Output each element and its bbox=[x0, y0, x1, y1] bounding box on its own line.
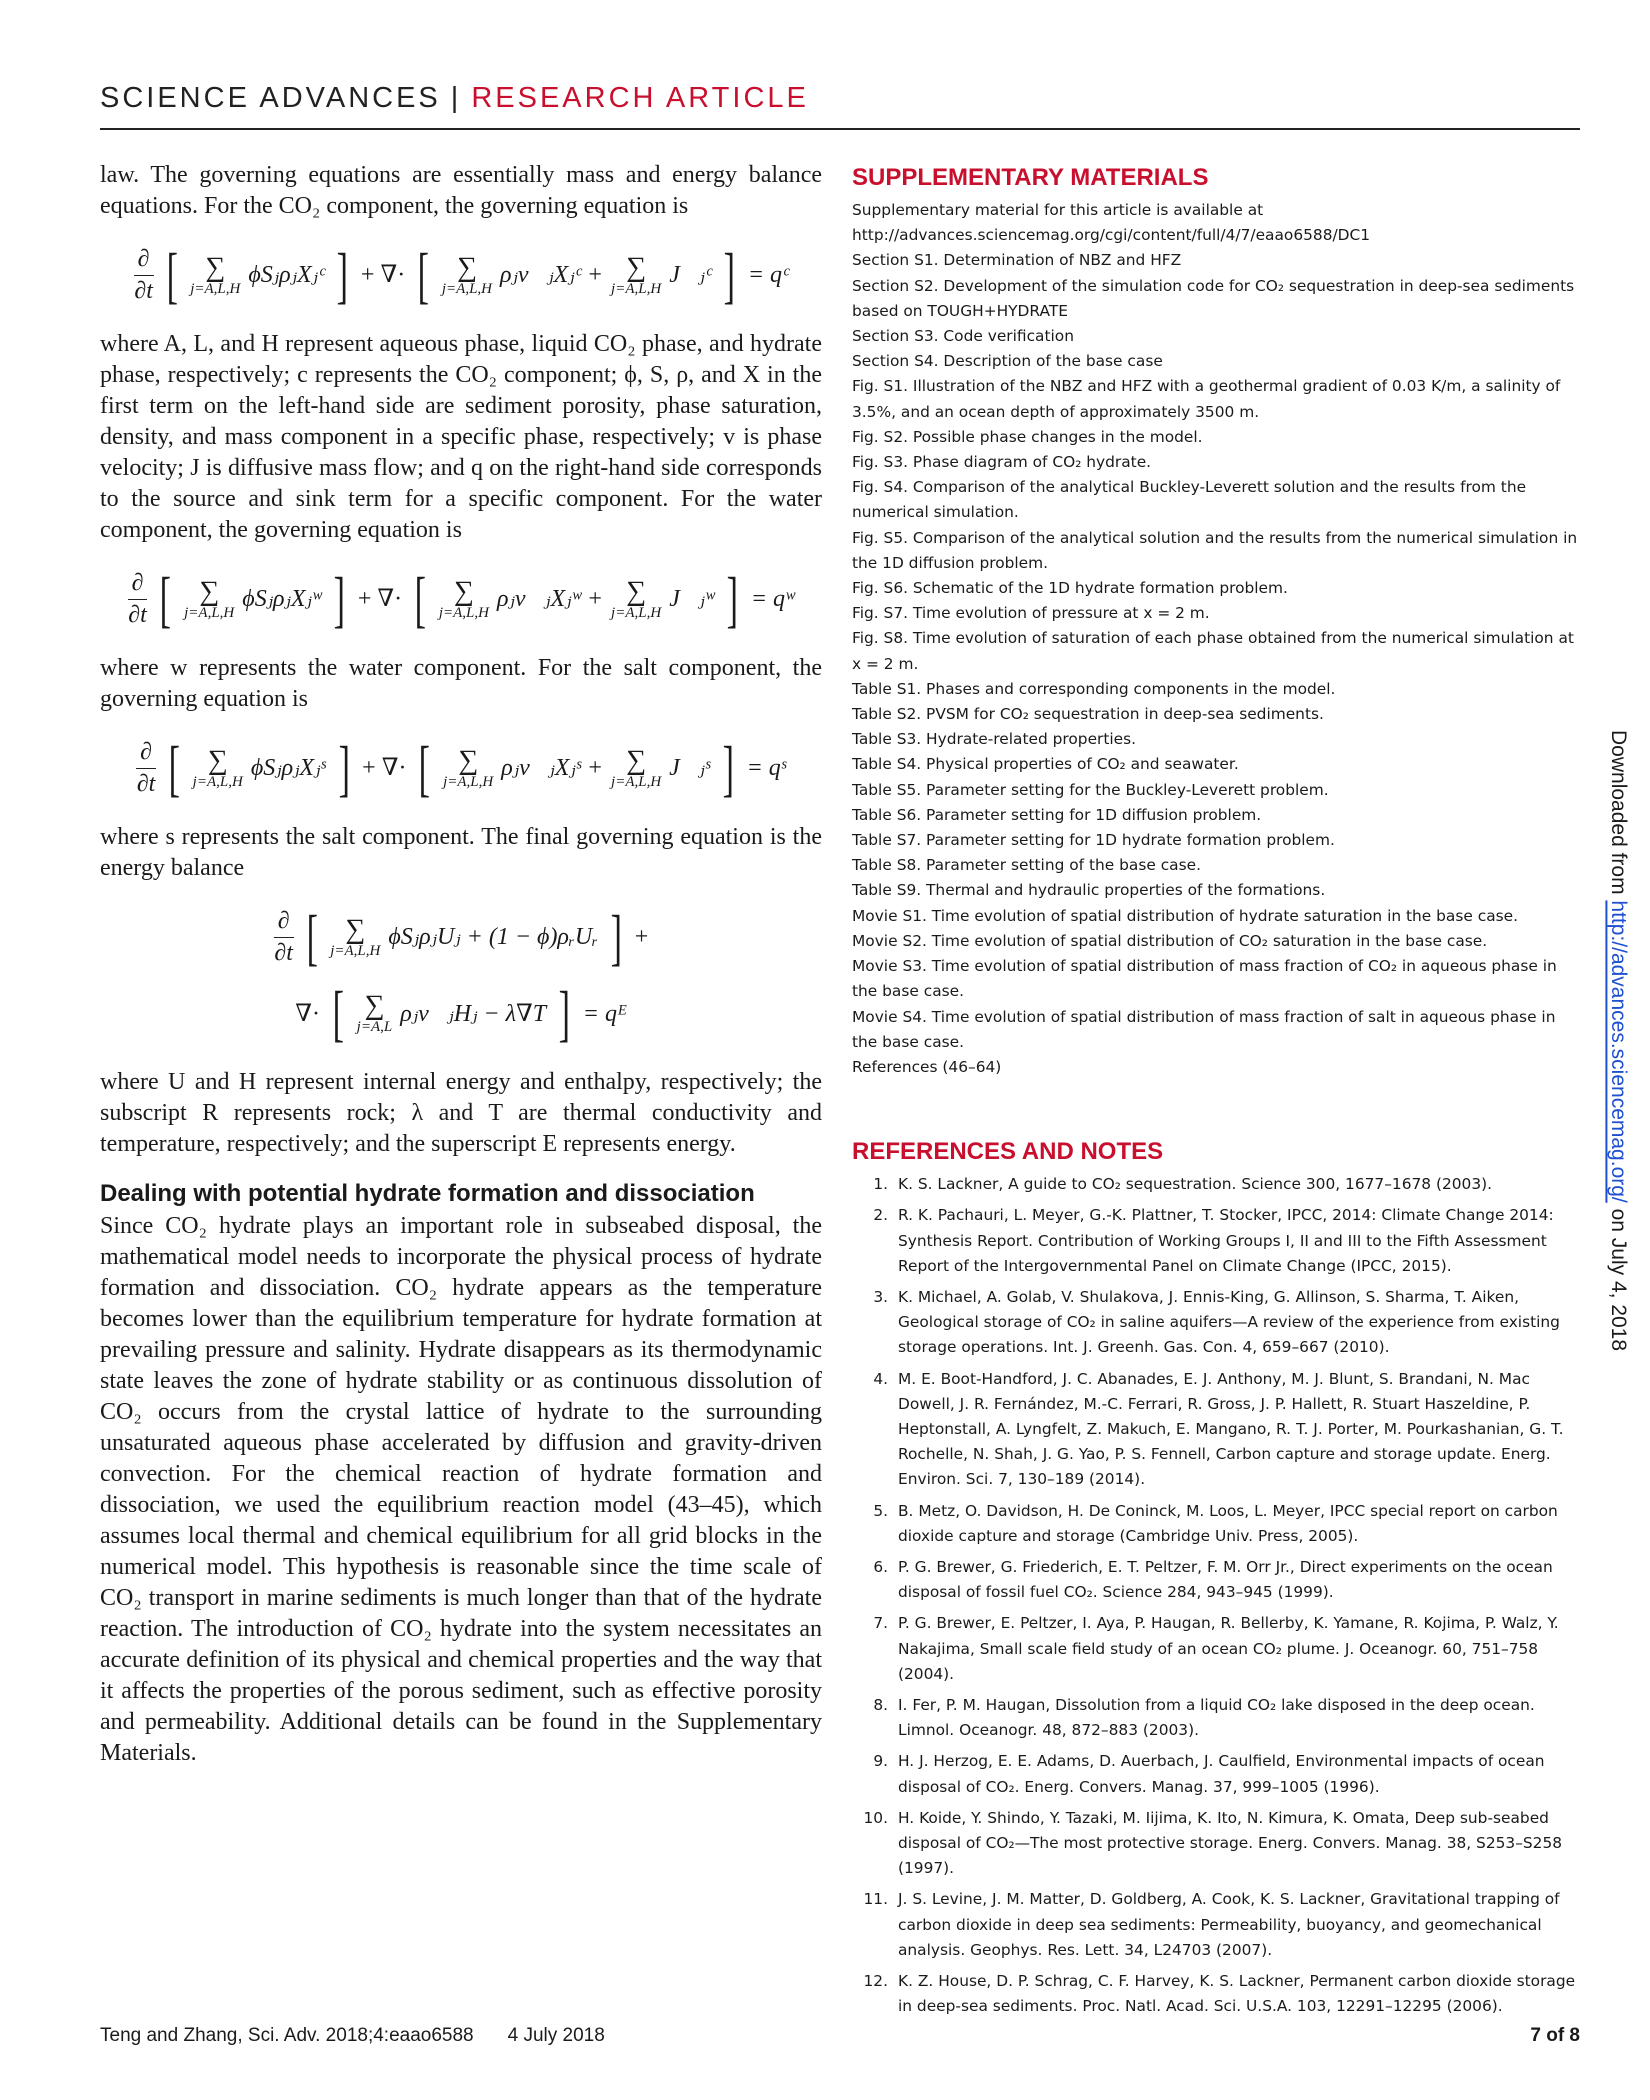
equation-water bbox=[100, 565, 822, 634]
supplementary-item: Fig. S4. Comparison of the analytical Buckley-Leverett solution and the results from the numerical simulation. bbox=[852, 478, 1527, 522]
supplementary-item: References (46–64) bbox=[852, 1057, 1002, 1076]
reference-item: 5. B. Metz, O. Davidson, H. De Coninck, M. Loos, L. Meyer, IPCC special report on carbon dioxide capture and storage (Cambridge Univ. Press, 2005). bbox=[873, 1501, 1558, 1545]
article-type: RESEARCH ARTICLE bbox=[471, 82, 809, 114]
partial-derivative: $\frac{\partial}{\partial t}$ bbox=[136, 739, 156, 797]
supplementary-item: Fig. S2. Possible phase changes in the model. bbox=[852, 427, 1203, 446]
sum-symbol: ∑ j=A,L,H bbox=[611, 251, 662, 297]
footer-date: 4 July 2018 bbox=[507, 2025, 605, 2046]
supplementary-item: Fig. S1. Illustration of the NBZ and HFZ with a geothermal gradient of 0.03 K/m, a salinity of 3.5%, and an ocean depth of approximately 3500 m. bbox=[852, 377, 1561, 421]
reference-item: 3. K. Michael, A. Golab, V. Shulakova, J. Ennis-King, G. Allinson, S. Sharma, T. Aiken, Geological storage of CO₂ in saline aquifers—A review of the experience from existing storage operations. Int. J. Greenh. Gas. Con. 4, 659–667 (2010). bbox=[873, 1287, 1560, 1357]
reference-item: 7. P. G. Brewer, E. Peltzer, I. Aya, P. Haugan, R. Bellerby, K. Yamane, R. Kojima, P. Walz, Y. Nakajima, Small scale field study of an ocean CO₂ plume. J. Oceanogr. 60, 751–758 (2004). bbox=[873, 1614, 1559, 1683]
section-heading: Dealing with potential hydrate formation and dissociation bbox=[100, 1180, 755, 1207]
download-note-suffix: on July 4, 2018 bbox=[1607, 1202, 1630, 1352]
paragraph-6: Since CO₂ hydrate plays an important role in subseabed disposal, the mathematical model needs to incorporate the physical process of hydrate formation and dissociation. CO₂ hydrate appears as the temperature becomes lower than the equilibrium temperature for hydrate formation at prevailing pressure and salinity. Hydrate disappears as its thermodynamic state leaves the zone of hydrate stability or as continuous dissolution of CO₂ occurs from the crystal lattice of hydrate to the surrounding unsaturated aqueous phase accelerated by diffusion and gravity-driven convection. For the chemical reaction of hydrate formation and dissociation, we used the equilibrium reaction model (43–45), which assumes local thermal and chemical equilibrium for all grid blocks in the numerical model. This hypothesis is reasonable since the time scale of CO₂ transport in marine sediments is much longer than that of the hydrate reaction. The introduction of CO₂ hydrate into the system necessitates an accurate definition of its physical and chemical properties and the way that it affects the properties of the porous sediment, such as effective porosity and permeability. Additional details can be found in the Supplementary Materials. bbox=[100, 1213, 822, 1766]
footer-citation-group bbox=[100, 2025, 605, 2047]
reference-item: 2. R. K. Pachauri, L. Meyer, G.-K. Plattner, T. Stocker, IPCC, 2014: Climate Change 2014: Synthesis Report. Contribution of Working Groups I, II and III to the Fifth Assessment Report of the Intergovernmental Panel on Climate Change (IPCC, 2015). bbox=[873, 1206, 1554, 1275]
sum-symbol: ∑ j=A,L,H bbox=[184, 575, 235, 621]
running-header bbox=[100, 82, 1580, 130]
term: ρⱼv⃗ⱼHⱼ − λ∇T bbox=[400, 1000, 547, 1027]
supplementary-item: Section S2. Development of the simulation code for CO₂ sequestration in deep-sea sediments based on TOUGH+HYDRATE bbox=[852, 276, 1575, 320]
supplementary-title: SUPPLEMENTARY MATERIALS bbox=[852, 164, 1209, 191]
supplementary-item: Section S1. Determination of NBZ and HFZ bbox=[852, 251, 1182, 270]
term: ρⱼv⃗ⱼXⱼᶜ + bbox=[500, 262, 604, 288]
term: J⃗ⱼˢ bbox=[669, 755, 710, 781]
sum-symbol: ∑ j=A,L,H bbox=[330, 913, 381, 959]
partial-derivative: $\frac{\partial}{\partial t}$ bbox=[128, 570, 147, 628]
divergence-operator: + ∇· bbox=[360, 262, 406, 288]
equation-energy-line-1 bbox=[274, 903, 649, 972]
close-bracket: ] bbox=[726, 565, 739, 634]
page-number: 7 of 8 bbox=[1530, 2025, 1580, 2046]
supplementary-item: Table S8. Parameter setting of the base case. bbox=[852, 856, 1201, 875]
divergence-operator: + ∇· bbox=[362, 755, 407, 781]
supplementary-item: Movie S1. Time evolution of spatial distribution of hydrate saturation in the base case. bbox=[852, 906, 1519, 925]
download-link[interactable]: http://advances.sciencemag.org/ bbox=[1607, 900, 1630, 1203]
term: ρⱼv⃗ⱼXⱼˢ + bbox=[501, 755, 604, 781]
term: J⃗ⱼᶜ bbox=[669, 262, 712, 288]
supplementary-item: Table S4. Physical properties of CO₂ and seawater. bbox=[852, 755, 1239, 774]
open-bracket: [ bbox=[306, 903, 318, 972]
open-bracket: [ bbox=[166, 241, 178, 310]
supplementary-item: Table S2. PVSM for CO₂ sequestration in deep-sea sediments. bbox=[852, 705, 1324, 724]
footer-citation: Teng and Zhang, Sci. Adv. 2018;4:eaao6588 bbox=[100, 2025, 474, 2046]
supplementary-item: Table S9. Thermal and hydraulic properties of the formations. bbox=[852, 881, 1326, 900]
download-note-prefix: Downloaded from bbox=[1607, 730, 1630, 901]
equation-energy-line-2 bbox=[295, 980, 627, 1048]
plus-operator: + bbox=[634, 924, 649, 950]
supplementary-item: Table S1. Phases and corresponding components in the model. bbox=[852, 679, 1336, 698]
reference-item: 4. M. E. Boot-Handford, J. C. Abanades, E. J. Anthony, M. J. Blunt, S. Brandani, N. Mac Dowell, J. R. Fernández, M.-C. Ferrari, R. Gross, J. P. Hallett, R. Stuart Haszeldine, P. Heptonstall, A. Lyngfelt, Z. Makuch, E. Mangano, R. T. J. Porter, M. Pourkashanian, G. T. Rochelle, N. Shah, J. G. Yao, P. S. Fennell, Carbon capture and storage update. Energ. Environ. Sci. 7, 130–189 (2014). bbox=[873, 1369, 1564, 1489]
sum-symbol: ∑ j=A,L bbox=[356, 990, 393, 1035]
term: ρⱼv⃗ⱼXⱼʷ + bbox=[496, 586, 604, 612]
supplementary-item: Table S6. Parameter setting for 1D diffusion problem. bbox=[852, 805, 1262, 824]
close-bracket: ] bbox=[558, 980, 571, 1048]
term: ϕSⱼρⱼXⱼˢ bbox=[250, 755, 326, 781]
open-bracket: [ bbox=[417, 241, 430, 310]
reference-item: 8. I. Fer, P. M. Haugan, Dissolution from a liquid CO₂ lake disposed in the deep ocean. Limnol. Oceanogr. 48, 872–883 (2003). bbox=[873, 1695, 1535, 1740]
paragraph-1: law. The governing equations are essentially mass and energy balance equations. For the CO₂ component, the governing equation is bbox=[100, 162, 822, 219]
divergence-operator: + ∇· bbox=[357, 586, 403, 612]
paragraph-2: where A, L, and H represent aqueous phase, liquid CO₂ phase, and hydrate phase, respectively; c represents the CO₂ component; ϕ, S, ρ, and X in the first term on the left-hand side are sediment porosity, phase saturation, density, and mass component in a specific phase, respectively; v is phase velocity; J is diffusive mass flow; and q on the right-hand side corresponds to the source and sink term for a specific component. For the water component, the governing equation is bbox=[100, 331, 822, 543]
close-bracket: ] bbox=[336, 241, 349, 310]
close-bracket: ] bbox=[610, 903, 623, 972]
supplementary-item: Table S3. Hydrate-related properties. bbox=[852, 730, 1137, 749]
supplementary-item: Fig. S7. Time evolution of pressure at x = 2 m. bbox=[852, 604, 1210, 623]
page-footer bbox=[100, 2025, 1580, 2055]
open-bracket: [ bbox=[414, 565, 427, 634]
reference-item: 11. J. S. Levine, J. M. Matter, D. Goldberg, A. Cook, K. S. Lackner, Gravitational trapping of carbon dioxide in deep sea sediments: Permeability, buoyancy, and geomechanical analysis. Geophys. Res. Lett. 34, L24703 (2007). bbox=[863, 1890, 1560, 1959]
supplementary-item: Section S4. Description of the base case bbox=[852, 352, 1163, 371]
close-bracket: ] bbox=[333, 565, 346, 634]
paragraph-4: where s represents the salt component. The final governing equation is the energy balance bbox=[100, 824, 822, 881]
sum-symbol: ∑ j=A,L,H bbox=[611, 575, 662, 621]
journal-name: SCIENCE ADVANCES bbox=[100, 82, 441, 114]
left-column bbox=[100, 160, 822, 1769]
supplementary-item: Fig. S3. Phase diagram of CO₂ hydrate. bbox=[852, 453, 1152, 472]
right-hand-side: = qᶜ bbox=[747, 262, 789, 288]
supplementary-list bbox=[852, 198, 1580, 1080]
right-hand-side: = qᴱ bbox=[582, 1000, 627, 1027]
close-bracket: ] bbox=[338, 734, 350, 803]
paragraph-3: where w represents the water component. For the salt component, the governing equation is bbox=[100, 655, 822, 712]
sum-symbol: ∑ j=A,L,H bbox=[192, 744, 243, 790]
reference-item: 6. P. G. Brewer, G. Friederich, E. T. Peltzer, F. M. Orr Jr., Direct experiments on the ocean disposal of fossil fuel CO₂. Science 284, 943–945 (1999). bbox=[873, 1557, 1553, 1602]
term: ϕSⱼρⱼUⱼ + (1 − ϕ)ρᵣUᵣ bbox=[388, 924, 599, 950]
supplementary-item: Fig. S6. Schematic of the 1D hydrate formation problem. bbox=[852, 579, 1288, 598]
close-bracket: ] bbox=[722, 734, 734, 803]
divergence-operator: ∇· bbox=[295, 1000, 321, 1027]
term: J⃗ⱼʷ bbox=[669, 586, 715, 612]
supplementary-item: Fig. S5. Comparison of the analytical solution and the results from the numerical simulation in the 1D diffusion problem. bbox=[852, 528, 1578, 572]
equation-salt bbox=[100, 734, 822, 803]
term: ϕSⱼρⱼXⱼᶜ bbox=[248, 262, 325, 288]
reference-item: 10. H. Koide, Y. Shindo, Y. Tazaki, M. Iijima, K. Ito, N. Kimura, K. Omata, Deep sub-seabed disposal of CO₂—The most protective storage. Energ. Convers. Manag. 38, S253–S258 (1997). bbox=[863, 1808, 1563, 1878]
sum-symbol: ∑ j=A,L,H bbox=[190, 251, 241, 297]
sum-symbol: ∑ j=A,L,H bbox=[443, 744, 494, 790]
supplementary-item: Fig. S8. Time evolution of saturation of each phase obtained from the numerical simulation at x = 2 m. bbox=[852, 629, 1574, 673]
supplementary-item: Table S5. Parameter setting for the Buckley-Leverett problem. bbox=[852, 780, 1329, 799]
close-bracket: ] bbox=[723, 241, 736, 310]
right-column bbox=[852, 160, 1580, 2025]
open-bracket: [ bbox=[419, 734, 431, 803]
sum-symbol: ∑ j=A,L,H bbox=[438, 575, 489, 621]
term: ϕSⱼρⱼXⱼʷ bbox=[242, 586, 322, 612]
supplementary-item: Table S7. Parameter setting for 1D hydrate formation problem. bbox=[852, 831, 1335, 850]
right-hand-side: = qˢ bbox=[746, 755, 786, 781]
reference-list bbox=[852, 1172, 1580, 2019]
equation-energy bbox=[100, 903, 822, 1048]
right-hand-side: = qʷ bbox=[750, 586, 795, 612]
paragraph-5: where U and H represent internal energy and enthalpy, respectively; the subscript R represents rock; λ and T are thermal conductivity and temperature, respectively; and the superscript E represents energy. bbox=[100, 1069, 822, 1157]
supplementary-item: Section S3. Code verification bbox=[852, 327, 1074, 346]
open-bracket: [ bbox=[332, 980, 345, 1048]
open-bracket: [ bbox=[168, 734, 181, 803]
equation-co2 bbox=[100, 241, 822, 310]
reference-item: 9. H. J. Herzog, E. E. Adams, D. Auerbach, J. Caulfield, Environmental impacts of ocean disposal of CO₂. Energ. Convers. Manag. 37, 999–1005 (1996). bbox=[873, 1752, 1545, 1796]
partial-derivative: $\frac{\partial}{\partial t}$ bbox=[134, 246, 153, 304]
supplementary-item: Supplementary material for this article is available at http://advances.sciencemag.org/cgi/content/full/4/7/eaao6588/DC1 bbox=[852, 201, 1371, 245]
header-rule bbox=[100, 128, 1580, 130]
references-title: REFERENCES AND NOTES bbox=[852, 1138, 1164, 1166]
download-note bbox=[1600, 730, 1630, 1430]
supplementary-item: Movie S4. Time evolution of spatial distribution of mass fraction of salt in aqueous phase in the base case. bbox=[852, 1007, 1556, 1051]
header-separator: | bbox=[450, 82, 462, 114]
reference-item: 12. K. Z. House, D. P. Schrag, C. F. Harvey, K. S. Lackner, Permanent carbon dioxide storage in deep-sea sediments. Proc. Natl. Acad. Sci. U.S.A. 103, 12291–12295 (2006). bbox=[863, 1972, 1576, 2016]
supplementary-item: Movie S3. Time evolution of spatial distribution of mass fraction of CO₂ in aqueous phase in the base case. bbox=[852, 957, 1557, 1001]
partial-derivative: $\frac{\partial}{\partial t}$ bbox=[274, 908, 293, 966]
sum-symbol: ∑ j=A,L,H bbox=[441, 251, 493, 297]
supplementary-item: Movie S2. Time evolution of spatial distribution of CO₂ saturation in the base case. bbox=[852, 931, 1488, 950]
sum-symbol: ∑ j=A,L,H bbox=[611, 744, 662, 790]
reference-item: 1. K. S. Lackner, A guide to CO₂ sequestration. Science 300, 1677–1678 (2003). bbox=[873, 1175, 1493, 1194]
references-section bbox=[852, 1138, 1580, 2019]
open-bracket: [ bbox=[160, 565, 172, 634]
